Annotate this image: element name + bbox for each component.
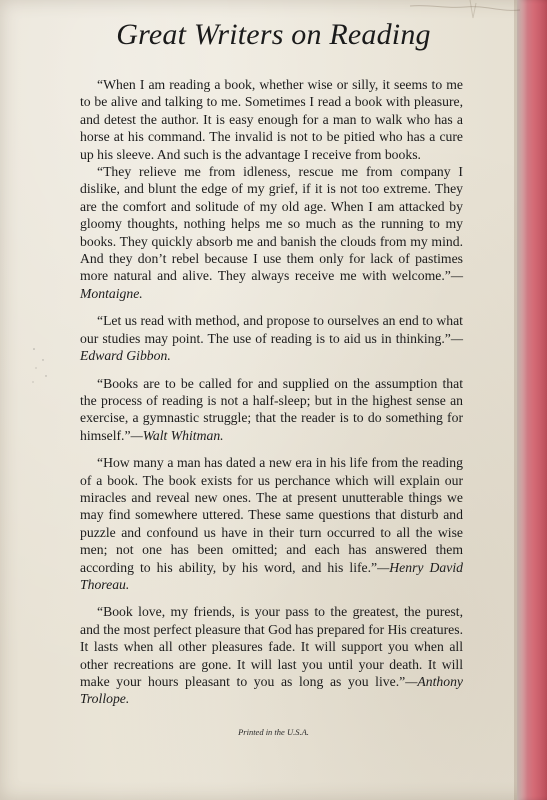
- quote-author: —Edward Gibbon.: [80, 330, 463, 364]
- paper-specks: [30, 346, 60, 386]
- quote-trollope: [80, 603, 463, 707]
- quote-author: —Walt Whitman.: [130, 427, 224, 443]
- quote-thoreau: [80, 454, 463, 593]
- quote-gibbon: [80, 312, 463, 364]
- quote-montaigne: [80, 76, 463, 302]
- quote-paragraph: “Books are to be called for and supplied on the assumption that the process of reading is not a half-sleep; but in the highest sense an exercise, a gymnastic struggle; that the reader is to do something for himself.”—Walt Whitman.: [80, 375, 463, 443]
- quote-author: —Anthony Trollope.: [80, 674, 463, 707]
- quote-paragraph: “When I am reading a book, whether wise or silly, it seems to me to be alive and talking to me. Sometimes I read a book with pleasure, and detest the author. It is easy enough for a man to walk who has a horse at his command. The invalid is not to be pitied who has a cure up his sleeve. And such is the advantage I receive from books.: [80, 77, 463, 162]
- red-spine-edge: [517, 0, 547, 800]
- quotes-body: [80, 76, 463, 718]
- quote-paragraph: “Book love, my friends, is your pass to the greatest, the purest, and the most perfect pleasure that God has prepared for His creatures. It lasts when all other pleasures fade. It will support you when all other recreations are gone. It will last you until your death. It will make your hours pleasant to you as long as you live.”—Anthony Trollope.: [80, 604, 463, 707]
- quote-paragraph: “Let us read with method, and propose to ourselves an end to what our studies may point. The use of reading is to aid us in thinking.”—Edward Gibbon.: [80, 313, 463, 364]
- quote-author: —Henry David Thoreau.: [80, 559, 463, 592]
- quote-paragraph: “They relieve me from idleness, rescue me from company I dislike, and blunt the edge of my grief, if it is not too extreme. They are the comfort and solitude of my old age. When I am attacked by gloomy thoughts, nothing helps me so much as the running to my books. They quickly absorb me and banish the clouds from my mind. And they don’t rebel because I use them only for lack of pastimes more natural and alive. They always receive me with welcome.”—Montaigne.: [80, 164, 463, 301]
- printed-in-usa-note: Printed in the U.S.A.: [238, 727, 309, 737]
- quote-author: —Montaigne.: [80, 268, 463, 301]
- quote-whitman: [80, 375, 463, 445]
- page-title: Great Writers on Reading: [116, 18, 431, 51]
- quote-paragraph: “How many a man has dated a new era in his life from the reading of a book. The book exists for us perchance which will explain our miracles and reveal new ones. The at present unutterable things we may find somewhere uttered. These same questions that disturb and puzzle and confound us have in their turn occurred to all the wise men; not one has been omitted; and each has answered them according to his ability, by his word, and his life.”—Henry David Thoreau.: [80, 455, 463, 592]
